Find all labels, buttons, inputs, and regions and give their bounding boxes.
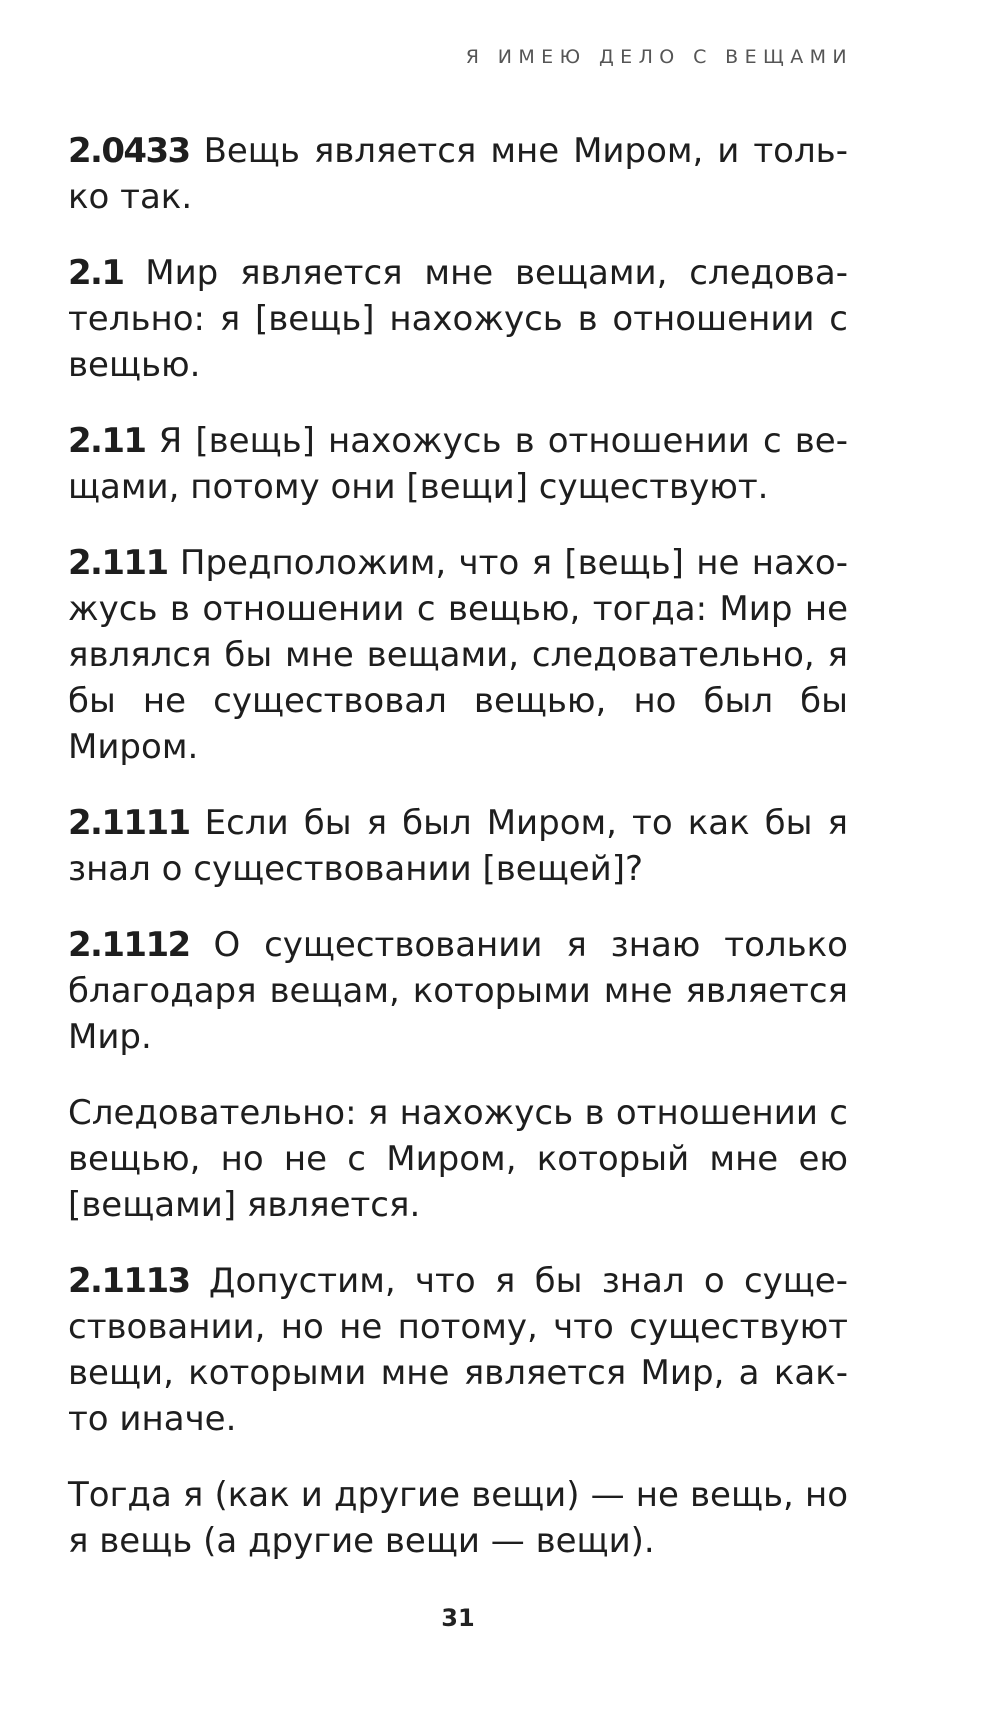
paragraph-2-1113 [68,1258,848,1442]
paragraph-text: Предположим, что я [вещь] не нахожусь в отношении с вещью, тогда: Мир не являлся бы мне вещами, следовательно, я бы не существовал вещью, но был бы Миром. [68,543,848,767]
thesis-number: 2.1111 [68,803,190,843]
thesis-number: 2.11 [68,421,146,461]
paragraph-consequence [68,1090,848,1228]
paragraph-text: Я [вещь] нахожусь в отношении с вещами, потому они [вещи] существуют. [68,421,849,507]
paragraph-2-1111 [68,800,848,892]
thesis-number: 2.1112 [68,925,190,965]
paragraph-2-0433 [68,128,848,220]
paragraph-text: Следовательно: я нахожусь в отношении с вещью, но не с Миром, который мне ею [вещами] является. [68,1093,848,1225]
paragraph-text: О существовании я знаю только благодаря вещам, которыми мне является Мир. [68,925,848,1057]
paragraph-text: Мир является мне вещами, следовательно: я [вещь] нахожусь в отношении с вещью. [68,253,849,385]
running-header: Я ИМЕЮ ДЕЛО С ВЕЩАМИ [465,46,853,68]
paragraph-text: Если бы я был Миром, то как бы я знал о существовании [вещей]? [68,803,848,889]
thesis-number: 2.1 [68,253,124,293]
paragraph-text: Вещь является мне Миром, и только так. [68,131,848,217]
paragraph-2-1 [68,250,848,388]
paragraph-2-11 [68,418,848,510]
thesis-number: 2.0433 [68,131,190,171]
page-body [68,128,848,1594]
paragraph-conclusion [68,1472,848,1564]
paragraph-text: Допустим, что я бы знал о существовании, но не потому, что существуют вещи, которыми мне является Мир, а как-то иначе. [68,1261,848,1439]
paragraph-2-111 [68,540,848,770]
page-number: 31 [441,1604,475,1632]
thesis-number: 2.111 [68,543,168,583]
thesis-number: 2.1113 [68,1261,190,1301]
paragraph-text: Тогда я (как и другие вещи) — не вещь, но я вещь (а другие вещи — вещи). [68,1475,848,1561]
paragraph-2-1112 [68,922,848,1060]
